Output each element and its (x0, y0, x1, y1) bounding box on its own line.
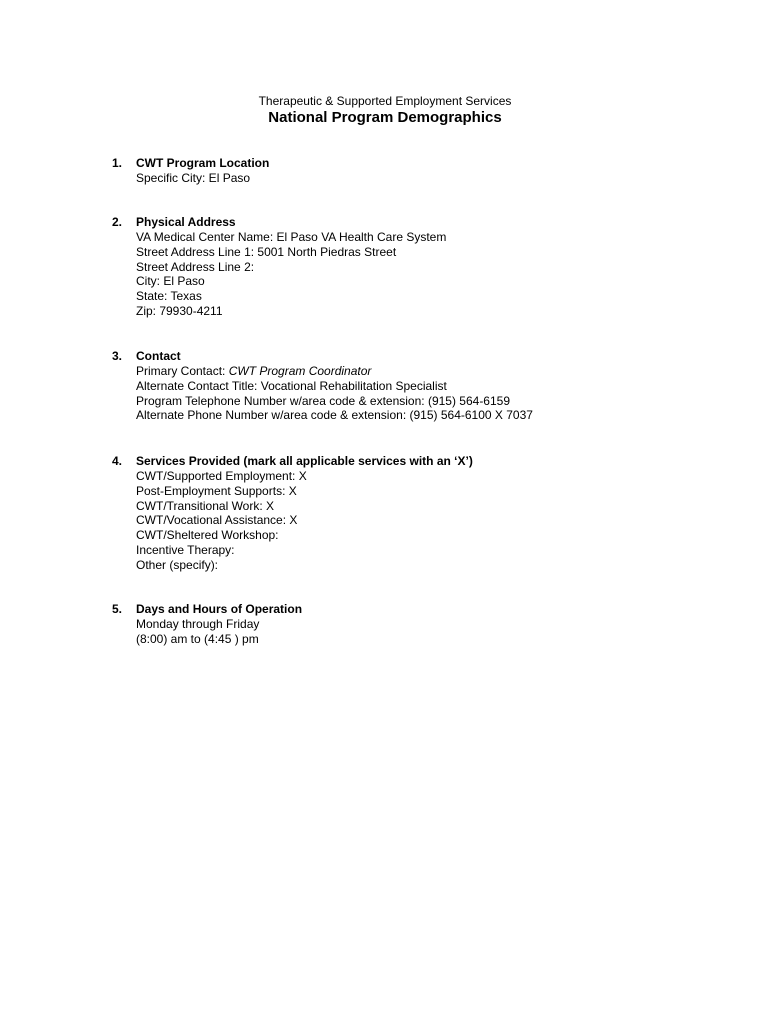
document-title: National Program Demographics (268, 109, 502, 126)
section-number: 3. (112, 349, 123, 363)
medical-center-name: VA Medical Center Name: El Paso VA Health Care System (136, 230, 447, 244)
service-sheltered-workshop: CWT/Sheltered Workshop: (136, 528, 279, 543)
section-number: 4. (112, 454, 123, 468)
section-heading: CWT Program Location (136, 156, 270, 170)
section-services-provided (112, 454, 712, 573)
address-city: City: El Paso (136, 274, 205, 289)
service-incentive-therapy: Incentive Therapy: (136, 542, 235, 557)
operating-hours: (8:00) am to (4:45 ) pm (136, 631, 259, 646)
document-subtitle: Therapeutic & Supported Employment Services (258, 94, 512, 108)
section-contact (112, 349, 712, 423)
section-number: 5. (112, 602, 123, 616)
section-number: 1. (112, 156, 123, 170)
primary-contact-value: CWT Program Coordinator (228, 364, 372, 378)
section-physical-address (112, 215, 712, 319)
section-heading: Days and Hours of Operation (136, 602, 303, 616)
service-post-employment: Post-Employment Supports: X (136, 483, 297, 498)
service-transitional-work: CWT/Transitional Work: X (136, 498, 275, 513)
primary-contact (136, 364, 712, 379)
address-zip: Zip: 79930-4211 (136, 303, 223, 318)
address-state: State: Texas (136, 289, 202, 304)
street-address-line-2: Street Address Line 2: (136, 259, 255, 274)
section-program-location (112, 156, 712, 186)
specific-city: Specific City: El Paso (136, 171, 251, 185)
street-address-line-1: Street Address Line 1: 5001 North Piedras Street (136, 244, 397, 259)
primary-contact-label: Primary Contact: (136, 364, 229, 378)
alternate-phone: Alternate Phone Number w/area code & extension: (915) 564-6100 X 7037 (136, 408, 533, 423)
operating-days: Monday through Friday (136, 617, 260, 631)
alternate-contact-title: Alternate Contact Title: Vocational Rehabilitation Specialist (136, 378, 447, 393)
section-heading: Services Provided (mark all applicable services with an ‘X’) (136, 454, 473, 468)
section-hours-of-operation (112, 602, 712, 647)
section-heading: Physical Address (136, 215, 236, 229)
service-other: Other (specify): (136, 557, 219, 572)
section-heading: Contact (136, 349, 181, 363)
section-number: 2. (112, 215, 123, 229)
service-supported-employment: CWT/Supported Employment: X (136, 469, 307, 483)
service-vocational-assistance: CWT/Vocational Assistance: X (136, 513, 298, 528)
program-telephone: Program Telephone Number w/area code & extension: (915) 564-6159 (136, 393, 511, 408)
